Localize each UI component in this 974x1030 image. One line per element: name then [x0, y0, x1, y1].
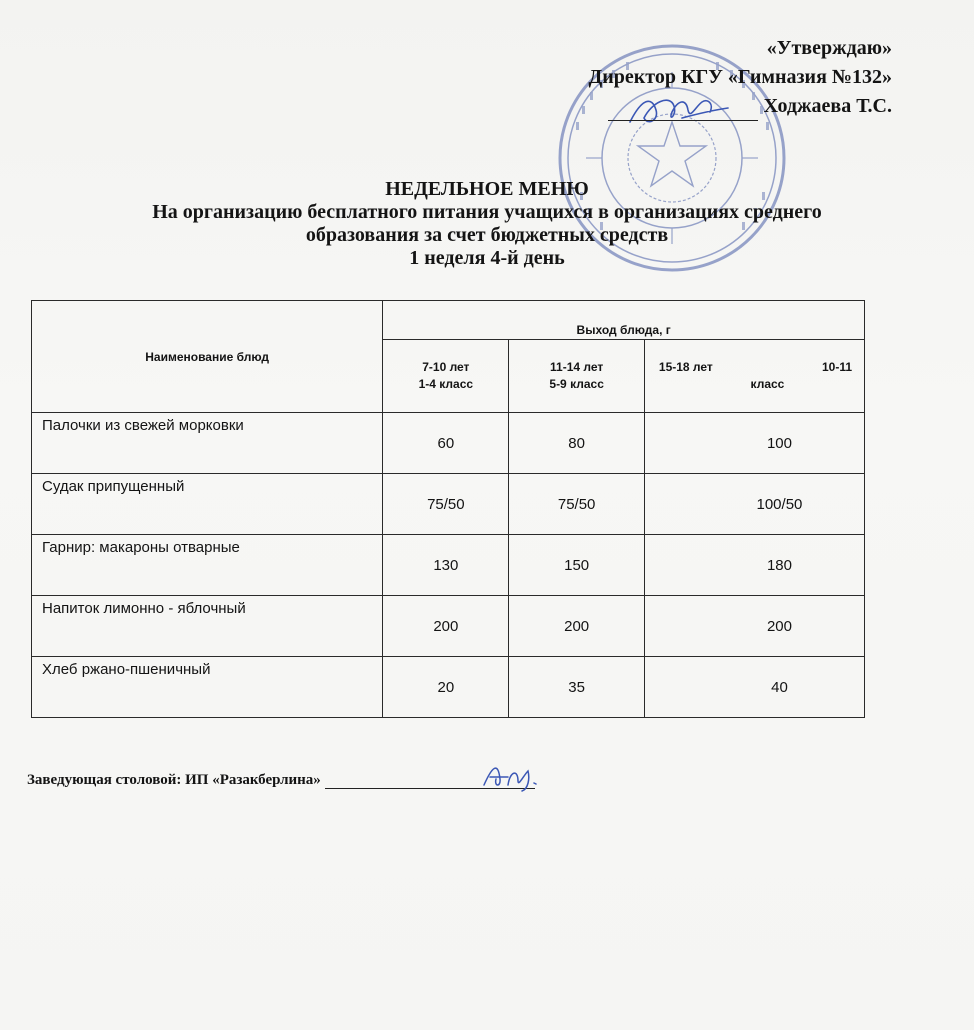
- table-row: [32, 596, 865, 657]
- canteen-head-signature: [478, 757, 548, 793]
- dish-name: Хлеб ржано-пшеничный: [32, 657, 383, 718]
- yield-7-10: 200: [383, 596, 509, 657]
- title-heading: НЕДЕЛЬНОЕ МЕНЮ: [385, 178, 589, 200]
- table-row: [32, 413, 865, 474]
- approval-name: Ходжаева Т.С.: [763, 95, 892, 117]
- dish-name: Напиток лимонно - яблочный: [32, 596, 383, 657]
- title-subtitle-2: образования за счет бюджетных средств: [305, 224, 669, 246]
- document-title: [0, 178, 974, 270]
- header-age-group-2: [509, 340, 645, 413]
- table-row: [32, 535, 865, 596]
- title-week-day: 1 неделя 4-й день: [409, 247, 565, 269]
- age-range: 15-18 лет: [658, 360, 713, 374]
- dish-name: Гарнир: макароны отварные: [32, 535, 383, 596]
- yield-7-10: 75/50: [383, 474, 509, 535]
- approval-signature-row: [588, 92, 892, 121]
- yield-7-10: 130: [383, 535, 509, 596]
- grade-range: 1-4 класс: [418, 377, 474, 391]
- yield-11-14: 200: [509, 596, 645, 657]
- yield-11-14: 75/50: [509, 474, 645, 535]
- header-age-group-1: [383, 340, 509, 413]
- yield-7-10: 20: [383, 657, 509, 718]
- dish-name: Палочки из свежей морковки: [32, 413, 383, 474]
- yield-11-14: 80: [509, 413, 645, 474]
- signature-line: [608, 98, 758, 121]
- header-age-group-3: [644, 340, 864, 413]
- footer-signature-block: [27, 770, 535, 789]
- grade-range: 5-9 класс: [549, 377, 604, 391]
- yield-15-18: 100: [644, 413, 864, 474]
- menu-table: [31, 300, 865, 718]
- age-range: 11-14 лет: [550, 360, 604, 374]
- grade-range: 10-11: [821, 360, 852, 374]
- age-range: 7-10 лет: [422, 360, 470, 374]
- yield-11-14: 35: [509, 657, 645, 718]
- yield-15-18: 100/50: [644, 474, 864, 535]
- grade-label: класс: [750, 377, 785, 391]
- table-row: [32, 474, 865, 535]
- yield-7-10: 60: [383, 413, 509, 474]
- table-header-row: [32, 301, 865, 340]
- yield-15-18: 200: [644, 596, 864, 657]
- table-body: [32, 413, 865, 718]
- approval-position: Директор КГУ «Гимназия №132»: [588, 66, 892, 88]
- header-yield: Выход блюда, г: [383, 301, 865, 340]
- title-subtitle-1: На организацию бесплатного питания учащихся в организациях среднего: [152, 201, 822, 223]
- canteen-head-label: Заведующая столовой: ИП «Разакберлина»: [27, 772, 321, 788]
- yield-15-18: 180: [644, 535, 864, 596]
- dish-name: Судак припущенный: [32, 474, 383, 535]
- approval-heading: «Утверждаю»: [766, 37, 892, 59]
- header-dish-name: Наименование блюд: [32, 301, 383, 413]
- approval-block: [588, 34, 892, 121]
- table-row: [32, 657, 865, 718]
- yield-15-18: 40: [644, 657, 864, 718]
- yield-11-14: 150: [509, 535, 645, 596]
